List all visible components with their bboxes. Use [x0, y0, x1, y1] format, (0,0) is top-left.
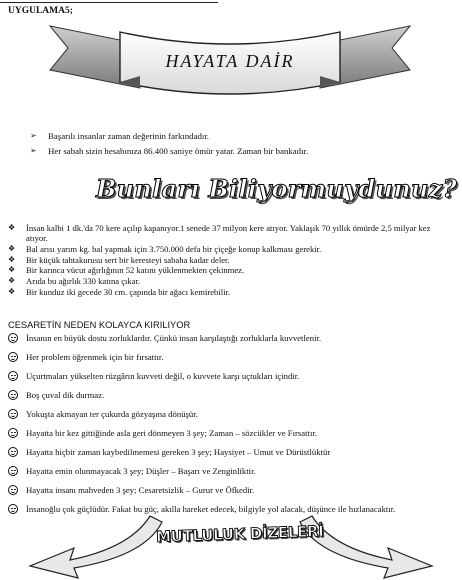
- list-item: [8, 447, 454, 466]
- courage-text: İnsanoğlu çok güçlüdür. Fakat bu güç, akılla hareket edecek, bilgiyle yol alacak, düşünce ile hızlanacaktır.: [26, 504, 396, 514]
- bottom-heading: MUTLULUK DİZELERİ: [155, 522, 324, 546]
- list-item: [8, 287, 454, 297]
- list-item: [8, 223, 454, 244]
- courage-text: Yokuşta akmayan ter çukurda gözyaşına dönüşür.: [26, 409, 198, 419]
- fact-text: Bir kunduz iki gecede 30 cm. çapında bir ağacı kemirebilir.: [26, 286, 231, 297]
- courage-text: Hayatta bir kez gittiğinde asla geri dönmeyen 3 şey; Zaman – sözcükler ve Fırsattır.: [26, 428, 317, 438]
- diamond-bullet-icon: ❖: [8, 265, 16, 275]
- curved-arrows-decoration: [0, 508, 462, 580]
- courage-text: Hayatta hiçbir zaman kaybedilmemesi gereken 3 şey; Haysiyet – Umut ve Dürüstlüktür: [26, 447, 331, 457]
- courage-text: Boş çuval dik durmaz.: [26, 390, 105, 400]
- top-rule: [0, 2, 218, 3]
- list-item: [8, 244, 454, 254]
- list-item: [8, 333, 454, 352]
- smiley-icon: [8, 333, 18, 343]
- fact-text: İnsan kalbi 1 dk.'da 70 kere açılıp kapanıyor.1 senede 37 milyon kere atıyor. Yaklaşık 70 yıllık ömürde 2,5 milyar kez atıyor.: [26, 223, 431, 244]
- list-item: [8, 371, 454, 390]
- courage-text: Uçurtmaları yükselten rüzgârın kuvveti değil, o kuvvete karşı uçtukları içindir.: [26, 371, 300, 381]
- fact-text: Arıda bu ağırlık 330 katına çıkar.: [26, 276, 141, 287]
- smiley-icon: [8, 485, 18, 495]
- list-item: [8, 276, 454, 286]
- arrow-bullet-icon: ➢: [30, 131, 37, 140]
- courage-list: [8, 333, 454, 523]
- fact-text: Bir karınca vücut ağırlığının 52 katını yüklenmekten çekinmez.: [26, 265, 245, 276]
- diamond-bullet-icon: ❖: [8, 254, 16, 264]
- courage-text: Hayatta insanı mahveden 3 şey; Cesaretsizlik – Gurur ve Öfkedir.: [26, 485, 255, 495]
- list-item: [30, 131, 308, 146]
- list-item: [8, 255, 454, 265]
- list-item: [8, 485, 454, 504]
- smiley-icon: [8, 371, 18, 381]
- arrow-bullet-icon: ➢: [30, 146, 37, 155]
- diamond-bullet-icon: ❖: [8, 243, 16, 253]
- diamond-bullet-icon: ❖: [8, 286, 16, 296]
- banner-title: HAYATA DAİR: [165, 51, 295, 71]
- section-title: UYGULAMA5;: [8, 6, 73, 16]
- diamond-bullet-icon: ❖: [8, 223, 16, 232]
- courage-text: Her problem öğrenmek için bir fırsattır.: [26, 352, 164, 362]
- courage-heading: CESARETİN NEDEN KOLAYCA KIRILIYOR: [8, 320, 191, 330]
- smiley-icon: [8, 466, 18, 476]
- facts-heading: Bunları Biliyormuydunuz?: [96, 174, 458, 203]
- smiley-icon: [8, 409, 18, 419]
- list-item: [8, 409, 454, 428]
- smiley-icon: [8, 352, 18, 362]
- list-item: [8, 265, 454, 275]
- courage-text: Hayatta emin olunmayacak 3 şey; Düşler – Başarı ve Zenginliktir.: [26, 466, 256, 476]
- list-item: [8, 466, 454, 485]
- list-item: [8, 352, 454, 371]
- arrow-item-text: Her sabah sizin hesabınıza 86.400 saniye ömür yatar. Zaman bir bankadır.: [48, 146, 309, 156]
- arrow-list: [30, 131, 308, 161]
- diamond-bullet-icon: ❖: [8, 276, 16, 286]
- smiley-icon: [8, 390, 18, 400]
- fact-text: Bal arısı yarım kg. bal yapmak için 3.750.000 defa bir çiçeğe konup kalkması gerekir.: [26, 243, 322, 254]
- list-item: [8, 428, 454, 447]
- smiley-icon: [8, 428, 18, 438]
- smiley-icon: [8, 447, 18, 457]
- list-item: [8, 390, 454, 409]
- arrow-item-text: Başarılı insanlar zaman değerinin farkındadır.: [48, 131, 209, 141]
- list-item: [30, 146, 308, 161]
- facts-list: [8, 223, 454, 297]
- courage-text: İnsanın en büyük dostu zorluklardır. Çünkü insan karşılaştığı zorluklarla kuvvetlenir.: [26, 333, 322, 343]
- fact-text: Bir küçük tahtakurusu sert bir keresteyi sabaha kadar deler.: [26, 254, 230, 265]
